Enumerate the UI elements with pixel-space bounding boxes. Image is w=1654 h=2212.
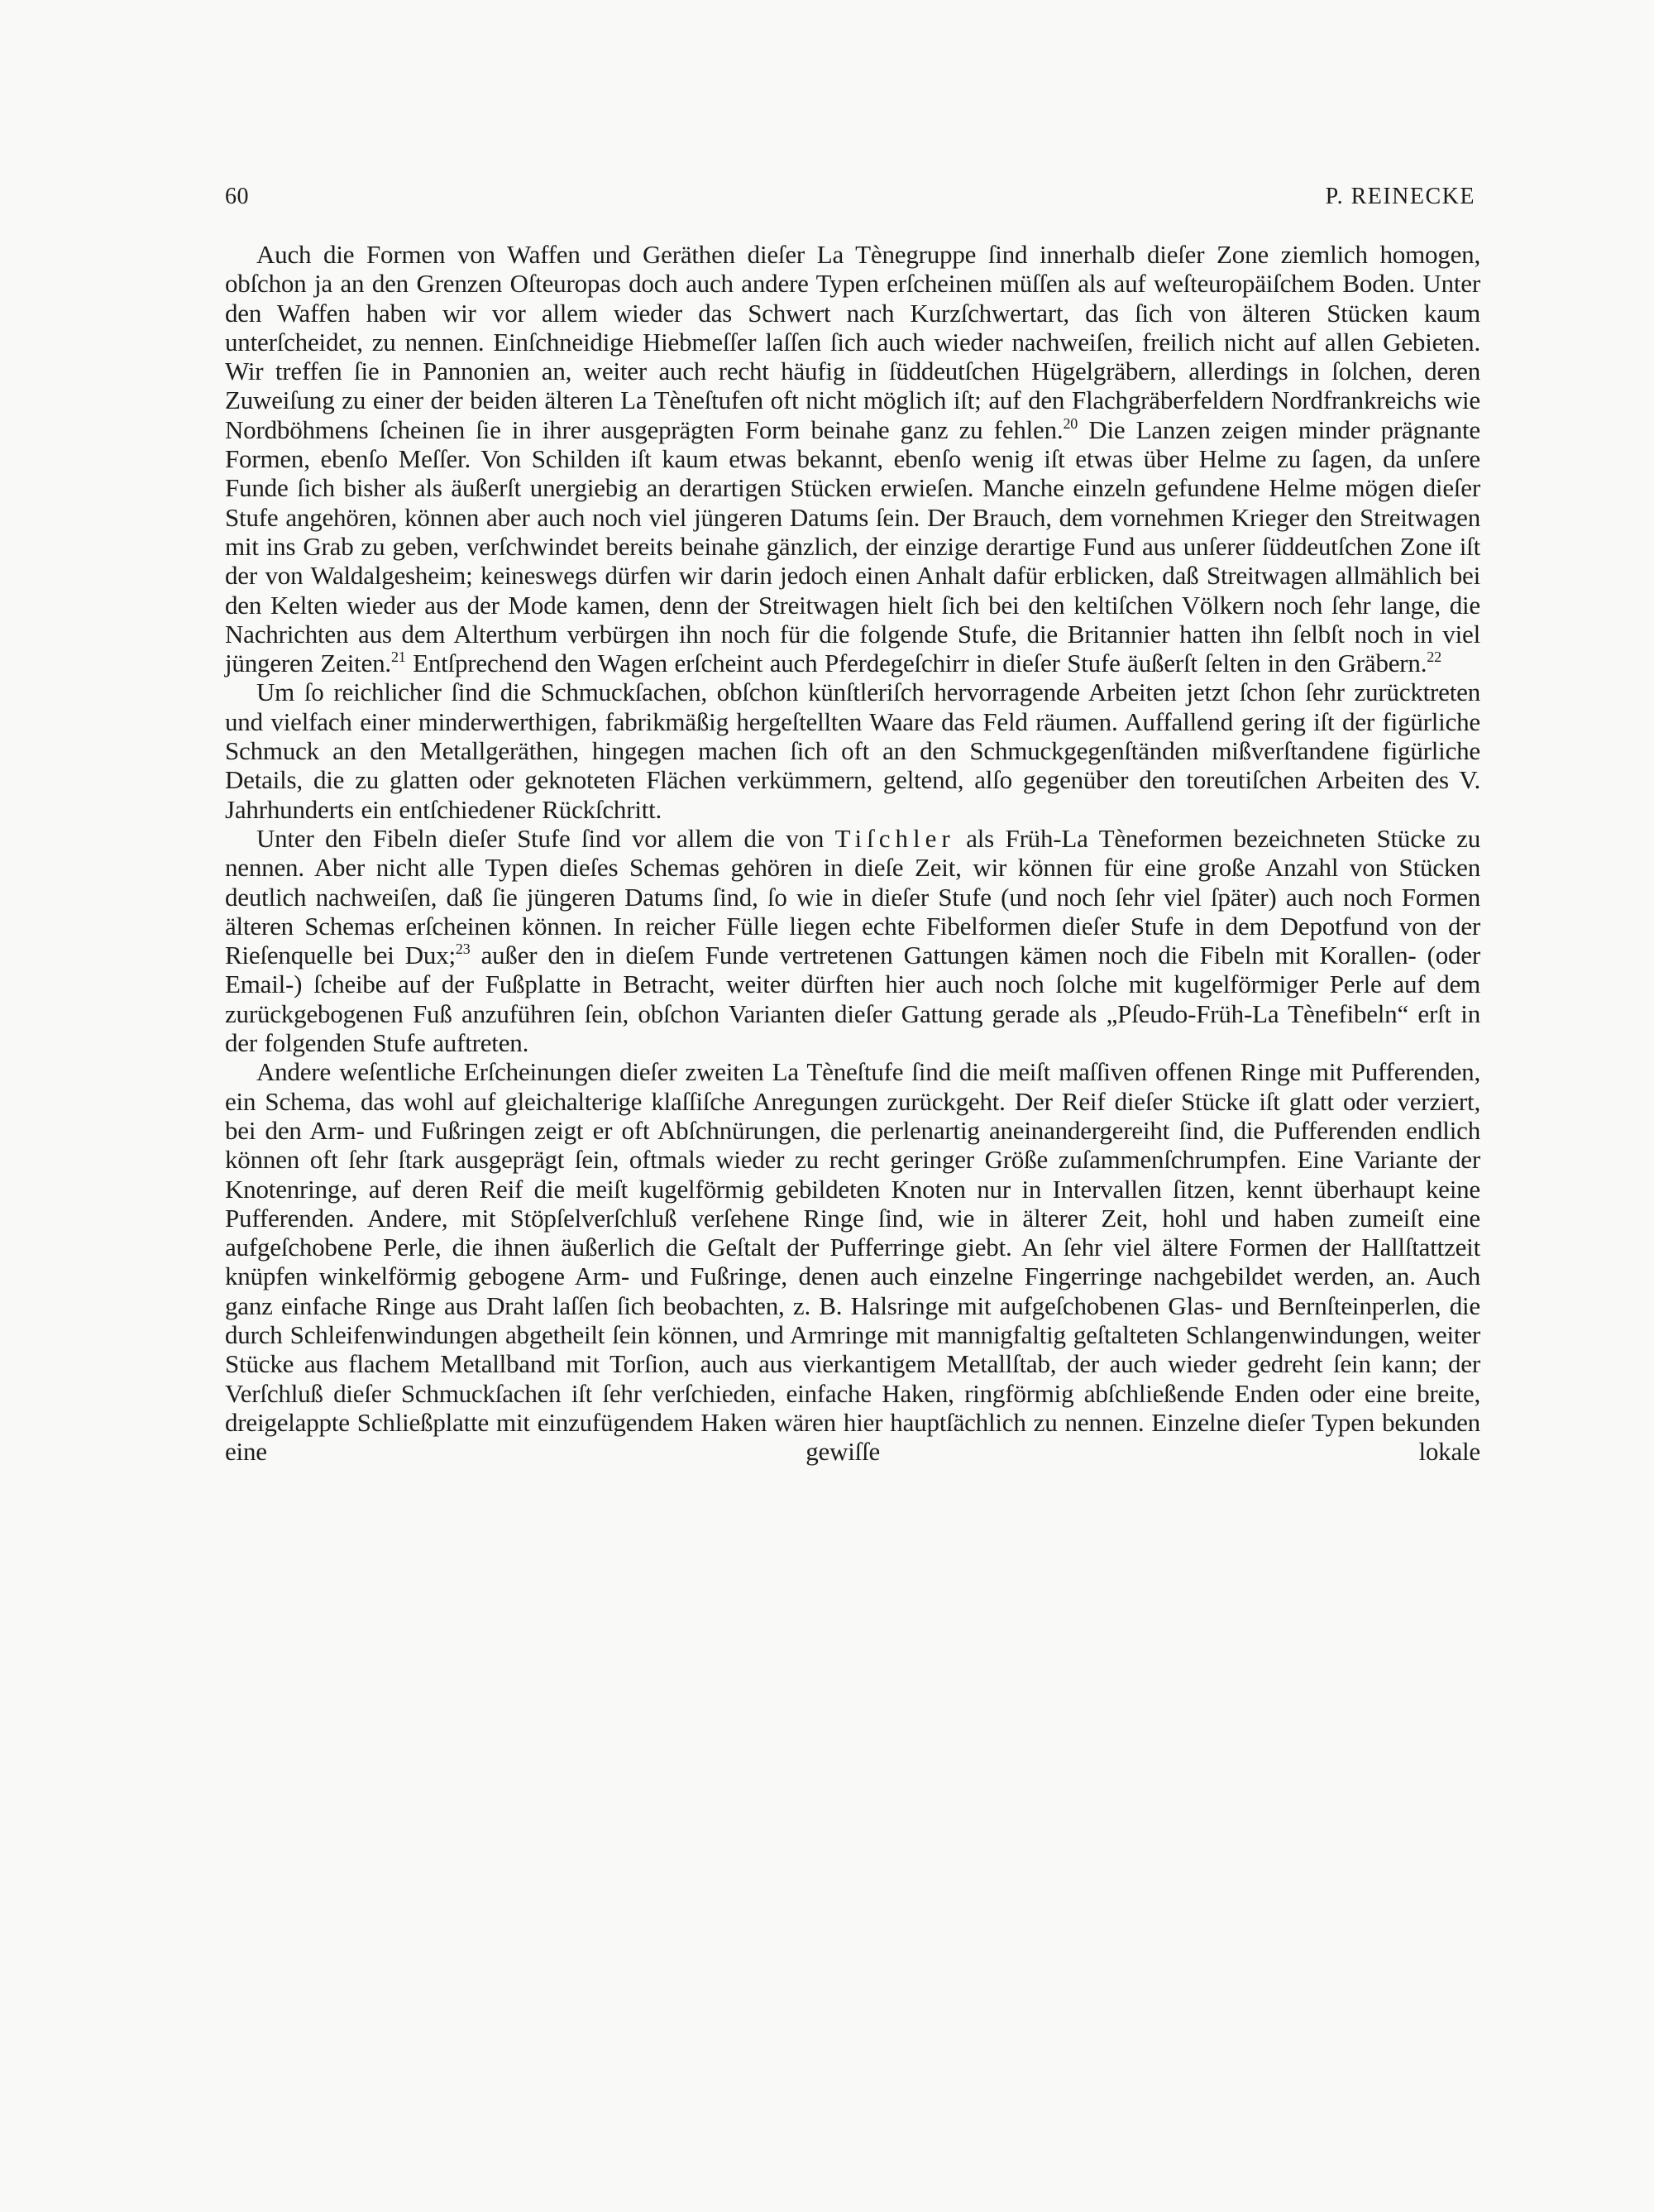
footnote-ref[interactable]: 21 <box>390 649 406 666</box>
text-segment: Entſprechend den Wagen erſcheint auch Pferdegeſchirr in dieſer Stufe äußerſt ſelten in den Gräbern. <box>405 649 1427 678</box>
text-segment: als Früh-La Tèneformen bezeichneten Stücke zu nennen. Aber nicht alle Typen dieſes Schemas gehören in dieſe Zeit, wir können für eine große Anzahl von Stücken deutlich nachweiſen, daß ſie jüngeren Datums ſind, ſo wie in dieſer Stufe (und noch ſehr viel ſpäter) auch noch Formen älteren Schemas erſcheinen können. In reicher Fülle liegen echte Fibelformen dieſer Stufe in dem Depotfund von der Rieſenquelle bei Dux; <box>225 823 1480 970</box>
text-segment: Die Lanzen zeigen minder prägnante Formen, ebenſo Meſſer. Von Schilden iſt kaum etwas bekannt, ebenſo wenig iſt etwas über Helme zu ſagen, da unſere Funde ſich bisher als äußerſt unergiebig an derartigen Stücken erwieſen. Manche einzeln gefundene Helme mögen dieſer Stufe angehören, können aber auch noch viel jüngeren Datums ſein. Der Brauch, dem vornehmen Krieger den Streitwagen mit ins Grab zu geben, verſchwindet bereits beinahe gänzlich, der einzige derartige Fund aus unſerer ſüddeutſchen Zone iſt der von Waldalgesheim; keineswegs dürfen wir darin jedoch einen Anhalt dafür erblicken, daß Streitwagen allmählich bei den Kelten wieder aus der Mode kamen, denn der Streitwagen hielt ſich bei den keltiſchen Völkern noch ſehr lange, die Nachrichten aus dem Alterthum verbürgen ihn noch für die folgende Stufe, die Britannier hatten ihn ſelbſt noch in viel jüngeren Zeiten. <box>225 414 1480 678</box>
author-name-spaced: Tiſchler <box>834 823 955 853</box>
footnote-ref[interactable]: 20 <box>1063 414 1078 432</box>
footnote-ref[interactable]: 23 <box>455 941 471 958</box>
footnote-ref[interactable]: 22 <box>1427 649 1441 666</box>
running-head: P. REINECKE <box>1325 184 1475 209</box>
paragraph <box>225 824 1480 1057</box>
text-segment: Um ſo reichlicher ſind die Schmuckſachen, obſchon künſtleriſch hervorragende Arbeiten jetzt ſchon ſehr zurücktreten und vielfach einer minderwerthigen, fabrikmäßig hergeſtellten Waare das Feld räumen. Auffallend gering iſt der figürliche Schmuck an den Metallgeräthen, hingegen machen ſich oft an den Schmuckgegenſtänden mißverſtandene figürliche Details, die zu glatten oder geknoteten Flächen verkümmern, geltend, alſo gegenüber den toreutiſchen Arbeiten des V. Jahrhunderts ein entſchiedener Rückſchritt. <box>225 677 1480 824</box>
page-number: 60 <box>225 184 249 209</box>
paragraph <box>225 240 1480 677</box>
page-header <box>225 184 1475 217</box>
body-text <box>225 240 1480 1466</box>
text-segment: Auch die Formen von Waffen und Geräthen dieſer La Tènegruppe ſind innerhalb dieſer Zone ziemlich homogen, obſchon ja an den Grenzen Oſteuropas doch auch andere Typen erſcheinen müſſen als auf weſteuropäiſchem Boden. Unter den Waffen haben wir vor allem wieder das Schwert nach Kurzſchwertart, das ſich von älteren Stücken kaum unterſcheidet, zu nennen. Einſchneidige Hiebmeſſer laſſen ſich auch wieder nachweiſen, freilich nicht auf allen Gebieten. Wir treffen ſie in Pannonien an, weiter auch recht häufig in ſüddeutſchen Hügelgräbern, allerdings in ſolchen, deren Zuweiſung zu einer der beiden älteren La Tèneſtufen oft nicht möglich iſt; auf den Flachgräberfeldern Nordfrankreichs wie Nordböhmens ſcheinen ſie in ihrer ausgeprägten Form beinahe ganz zu fehlen. <box>225 240 1480 444</box>
text-segment: außer den in dieſem Funde vertretenen Gattungen kämen noch die Fibeln mit Korallen- (oder Email-) ſcheibe auf der Fußplatte in Betracht, weiter dürften hier auch noch ſolche mit kugelförmiger Perle auf dem zurückgebogenen Fuß anzuführen ſein, obſchon Varianten dieſer Gattung gerade als „Pſeudo-Früh-La Tènefibeln“ erſt in der folgenden Stufe auftreten. <box>225 941 1480 1058</box>
paragraph <box>225 1057 1480 1466</box>
text-segment: Andere weſentliche Erſcheinungen dieſer zweiten La Tèneſtufe ſind die meiſt maſſiven offenen Ringe mit Pufferenden, ein Schema, das wohl auf gleichalterige klaſſiſche Anregungen zurückgeht. Der Reif dieſer Stücke iſt glatt oder verziert, bei den Arm- und Fußringen zeigt er oft Abſchnürungen, die perlenartig aneinandergereiht ſind, die Pufferenden endlich können oft ſehr ſtark ausgeprägt ſein, oftmals wieder zu recht geringer Größe zuſammenſchrumpfen. Eine Variante der Knotenringe, auf deren Reif die meiſt kugelförmig gebildeten Knoten nur in Intervallen ſitzen, kennt überhaupt keine Pufferenden. Andere, mit Stöpſelverſchluß verſehene Ringe ſind, wie in älterer Zeit, hohl und haben zumeiſt eine aufgeſchobene Perle, die ihnen äußerlich die Geſtalt der Pufferringe giebt. An ſehr viel ältere Formen der Hallſtattzeit knüpfen winkelförmig gebogene Arm- und Fußringe, denen auch einzelne Fingerringe nachgebildet werden, an. Auch ganz einfache Ringe aus Draht laſſen ſich beobachten, z. B. Halsringe mit aufgeſchobenen Glas- und Bernſteinperlen, die durch Schleifenwindungen abgetheilt ſein können, und Armringe mit mannigfaltig geſtalteten Schlangenwindungen, weiter Stücke aus flachem Metallband mit Torſion, auch aus vierkantigem Metallſtab, der auch wieder gedreht ſein kann; der Verſchluß dieſer Schmuckſachen iſt ſehr verſchieden, einfache Haken, ringförmig abſchließende Enden oder eine breite, dreigelappte Schließplatte mit einzufügendem Haken wären hier hauptſächlich zu nennen. Einzelne dieſer Typen bekunden eine gewiſſe lokale <box>225 1057 1480 1467</box>
text-segment: Unter den Fibeln dieſer Stufe ſind vor allem die von <box>256 823 835 853</box>
paragraph <box>225 677 1480 823</box>
